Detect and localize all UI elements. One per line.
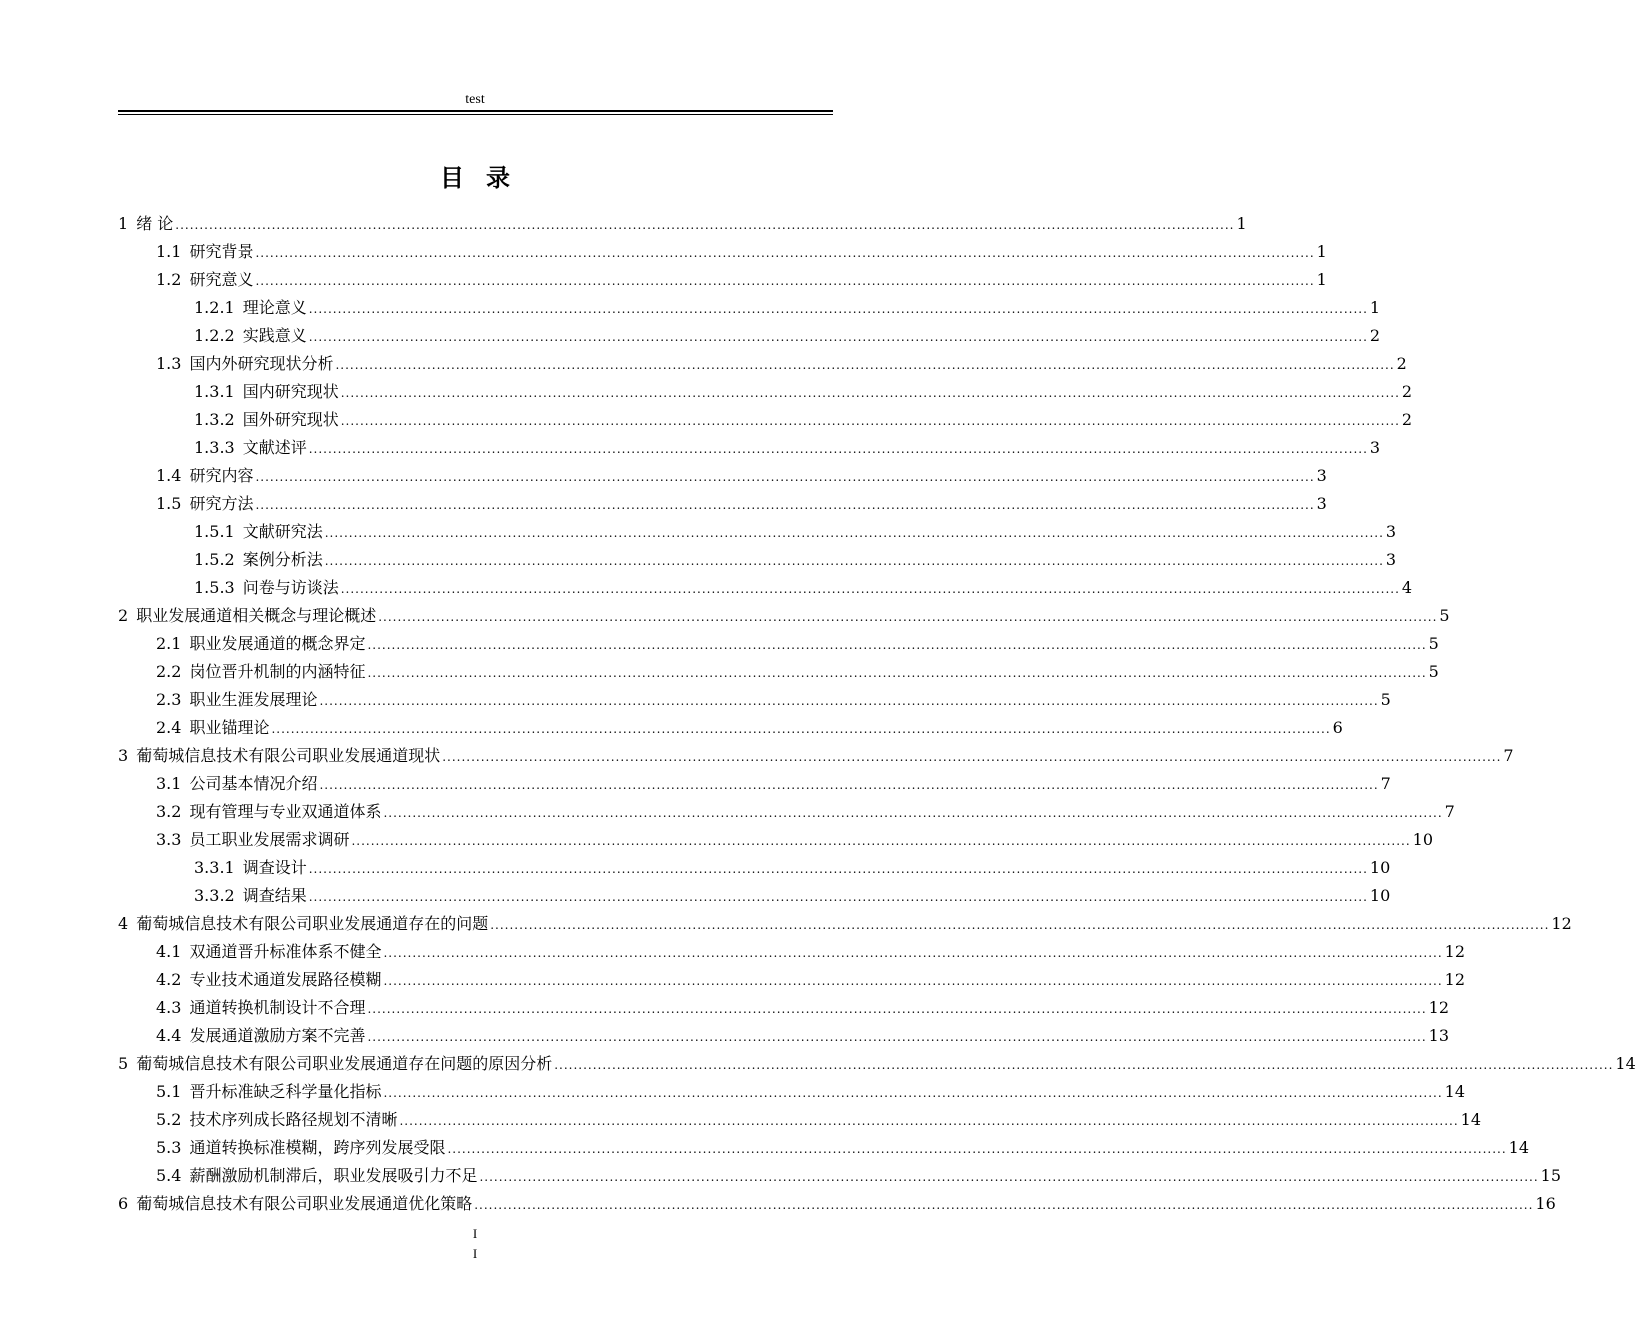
toc-dot-leader: ............................................................................................................................................................................................................................ [324,526,1384,540]
toc-entry-title: 职业生涯发展理论 [189,690,318,709]
toc-entry-title: 国外研究现状 [242,410,339,429]
toc-dot-leader: ............................................................................................................................................................................................................................ [383,1086,1443,1100]
toc-entry[interactable] [118,966,1466,994]
toc-entry-title: 员工职业发展需求调研 [189,830,350,849]
toc-entry-page: 14 [1615,1054,1636,1073]
toc-entry-number: 1.5 [156,494,182,513]
toc-entry-page: 12 [1444,942,1466,961]
table-of-contents [118,210,1636,1218]
toc-entry[interactable] [118,826,1434,854]
toc-entry[interactable] [118,994,1450,1022]
toc-dot-leader: ............................................................................................................................................................................................................................ [271,722,1331,736]
toc-title: 目录 [440,163,532,192]
toc-entry[interactable] [118,210,1247,238]
toc-entry-page: 5 [1428,662,1439,681]
toc-entry-number: 2.3 [156,690,182,709]
toc-entry[interactable] [118,350,1407,378]
toc-entry-label [156,238,253,266]
toc-entry-page: 1 [1316,270,1327,289]
toc-entry-title: 研究方法 [189,494,254,513]
toc-entry-label [194,294,307,322]
toc-dot-leader: ............................................................................................................................................................................................................................ [474,1198,1534,1212]
toc-entry-title: 发展通道激励方案不完善 [189,1026,366,1045]
toc-entry[interactable] [118,294,1381,322]
toc-entry-page: 3 [1385,522,1397,541]
toc-entry-label [156,266,253,294]
toc-dot-leader: ............................................................................................................................................................................................................................ [335,358,1395,372]
toc-entry-title: 技术序列成长路径规划不清晰 [189,1110,398,1129]
toc-entry-page: 13 [1428,1026,1450,1045]
toc-entry-page: 10 [1369,858,1391,877]
toc-entry-number: 5.1 [156,1082,182,1101]
toc-entry[interactable] [118,882,1391,910]
toc-entry-title: 理论意义 [242,298,307,317]
toc-dot-leader: ............................................................................................................................................................................................................................ [308,890,1368,904]
toc-entry[interactable] [118,1106,1482,1134]
toc-entry-page: 3 [1316,466,1327,485]
toc-entry-label [118,602,376,630]
toc-entry-label [156,1078,381,1106]
toc-entry-label [156,714,269,742]
toc-entry[interactable] [118,518,1397,546]
toc-entry-number: 5.3 [156,1138,182,1157]
toc-entry-label [194,518,323,546]
toc-entry-number: 1.2.1 [194,298,235,317]
toc-dot-leader: ............................................................................................................................................................................................................................ [308,862,1368,876]
toc-entry[interactable] [118,854,1391,882]
toc-entry-label [156,1106,397,1134]
toc-entry-page: 16 [1535,1194,1556,1213]
toc-entry-label [118,1190,472,1218]
page-number-secondary: I [472,1246,478,1261]
toc-entry-label [156,798,381,826]
toc-dot-leader: ............................................................................................................................................................................................................................ [383,806,1443,820]
toc-entry-page: 2 [1401,382,1413,401]
toc-entry-number: 5.2 [156,1110,182,1129]
toc-entry-title: 研究意义 [189,270,254,289]
toc-entry-label [156,1022,365,1050]
toc-entry-label [194,322,307,350]
toc-entry-number: 3.3.1 [194,858,235,877]
toc-dot-leader: ............................................................................................................................................................................................................................ [255,274,1315,288]
toc-entry-label [194,546,323,574]
toc-entry-label [156,462,253,490]
toc-entry-page: 2 [1401,410,1413,429]
toc-entry[interactable] [118,1050,1636,1078]
toc-entry-label [156,630,365,658]
toc-entry-label [156,1134,445,1162]
toc-entry-page: 14 [1444,1082,1466,1101]
toc-entry-page: 7 [1444,802,1455,821]
toc-dot-leader: ............................................................................................................................................................................................................................ [479,1170,1539,1184]
toc-dot-leader: ............................................................................................................................................................................................................................ [255,246,1315,260]
toc-entry-title: 实践意义 [242,326,307,345]
toc-entry-title: 通道转换标准模糊，跨序列发展受限 [189,1138,446,1157]
toc-entry-page: 1 [1316,242,1327,261]
toc-dot-leader: ............................................................................................................................................................................................................................ [442,750,1502,764]
toc-entry-title: 调查设计 [242,858,307,877]
toc-entry-label [194,406,339,434]
toc-entry-page: 14 [1460,1110,1482,1129]
toc-entry-number: 1.2 [156,270,182,289]
toc-entry[interactable] [118,322,1381,350]
toc-entry-page: 15 [1540,1166,1562,1185]
toc-dot-leader: ............................................................................................................................................................................................................................ [367,666,1427,680]
toc-entry[interactable] [118,910,1572,938]
toc-entry-page: 3 [1316,494,1327,513]
page-number: I [472,1226,478,1241]
toc-entry[interactable] [118,490,1327,518]
toc-entry-number: 2 [118,606,129,625]
toc-entry-page: 7 [1503,746,1514,765]
toc-entry-title: 葡萄城信息技术有限公司职业发展通道现状 [136,746,441,765]
toc-dot-leader: ............................................................................................................................................................................................................................ [340,386,1400,400]
toc-entry-number: 1.5.1 [194,522,235,541]
toc-entry-number: 4.1 [156,942,182,961]
toc-entry-number: 1.5.3 [194,578,235,597]
toc-entry[interactable] [118,406,1413,434]
toc-entry-title: 双通道晋升标准体系不健全 [189,942,382,961]
toc-entry-number: 1.2.2 [194,326,235,345]
toc-entry-title: 职业锚理论 [189,718,270,737]
toc-entry-number: 1.3.1 [194,382,235,401]
toc-entry-number: 4 [118,914,129,933]
toc-entry-number: 3 [118,746,129,765]
toc-entry-label [194,882,307,910]
toc-entry-label [156,686,317,714]
toc-entry-title: 晋升标准缺乏科学量化指标 [189,1082,382,1101]
toc-entry-label [194,378,339,406]
toc-entry-page: 10 [1369,886,1391,905]
toc-entry-number: 1.3.2 [194,410,235,429]
toc-dot-leader: ............................................................................................................................................................................................................................ [308,442,1368,456]
toc-entry-number: 3.3 [156,830,182,849]
toc-entry[interactable] [118,238,1327,266]
toc-entry-number: 4.3 [156,998,182,1017]
toc-entry-title: 国内研究现状 [242,382,339,401]
toc-entry-number: 1.3 [156,354,182,373]
toc-entry-number: 5.4 [156,1166,182,1185]
toc-entry-title: 国内外研究现状分析 [189,354,334,373]
toc-entry-number: 3.1 [156,774,182,793]
toc-entry-title: 调查结果 [242,886,307,905]
page-header: test [465,92,485,107]
header-divider [118,110,833,115]
toc-entry-label [156,994,365,1022]
toc-entry-page: 6 [1332,718,1343,737]
toc-entry-page: 12 [1444,970,1466,989]
toc-entry-number: 2.1 [156,634,182,653]
toc-entry[interactable] [118,602,1450,630]
toc-entry[interactable] [118,1134,1530,1162]
toc-entry[interactable] [118,1190,1556,1218]
toc-entry-label [156,350,333,378]
toc-entry[interactable] [118,658,1439,686]
toc-dot-leader: ............................................................................................................................................................................................................................ [447,1142,1507,1156]
toc-dot-leader: ............................................................................................................................................................................................................................ [399,1114,1459,1128]
toc-entry[interactable] [118,798,1455,826]
toc-entry-page: 4 [1401,578,1413,597]
toc-entry[interactable] [118,938,1466,966]
toc-dot-leader: ............................................................................................................................................................................................................................ [351,834,1411,848]
toc-entry-title: 研究内容 [189,466,254,485]
toc-entry[interactable] [118,1078,1466,1106]
toc-entry[interactable] [118,574,1413,602]
toc-entry-page: 12 [1551,914,1572,933]
toc-dot-leader: ............................................................................................................................................................................................................................ [367,1002,1427,1016]
toc-entry-label [156,658,365,686]
toc-dot-leader: ............................................................................................................................................................................................................................ [175,218,1235,232]
toc-dot-leader: ............................................................................................................................................................................................................................ [255,470,1315,484]
toc-entry[interactable] [118,266,1327,294]
toc-entry-title: 绪 论 [136,214,174,233]
toc-entry-page: 1 [1236,214,1247,233]
toc-entry[interactable] [118,686,1391,714]
toc-entry-label [156,490,253,518]
toc-entry-page: 1 [1369,298,1381,317]
toc-entry-page: 5 [1428,634,1439,653]
toc-entry-number: 3.2 [156,802,182,821]
toc-entry-title: 现有管理与专业双通道体系 [189,802,382,821]
toc-entry-label [156,966,381,994]
toc-entry-title: 薪酬激励机制滞后，职业发展吸引力不足 [189,1166,478,1185]
toc-entry-label [194,434,307,462]
toc-entry[interactable] [118,630,1439,658]
toc-entry-title: 文献研究法 [242,522,323,541]
toc-entry-label [118,910,488,938]
toc-entry-title: 研究背景 [189,242,254,261]
toc-entry-label [118,742,440,770]
toc-entry[interactable] [118,1022,1450,1050]
toc-entry-number: 1.1 [156,242,182,261]
toc-entry-number: 5 [118,1054,129,1073]
toc-dot-leader: ............................................................................................................................................................................................................................ [490,918,1550,932]
toc-entry-number: 4.4 [156,1026,182,1045]
toc-entry-title: 葡萄城信息技术有限公司职业发展通道存在的问题 [136,914,489,933]
toc-entry-title: 职业发展通道的概念界定 [189,634,366,653]
toc-dot-leader: ............................................................................................................................................................................................................................ [378,610,1438,624]
toc-entry-page: 2 [1396,354,1407,373]
toc-dot-leader: ............................................................................................................................................................................................................................ [554,1058,1614,1072]
toc-entry-number: 1.4 [156,466,182,485]
toc-dot-leader: ............................................................................................................................................................................................................................ [255,498,1315,512]
toc-entry[interactable] [118,770,1391,798]
toc-entry-title: 通道转换机制设计不合理 [189,998,366,1017]
toc-entry-title: 问卷与访谈法 [242,578,339,597]
toc-entry-label [118,1050,552,1078]
toc-entry[interactable] [118,1162,1562,1190]
toc-entry-label [118,210,173,238]
toc-entry-label [156,770,317,798]
toc-entry-page: 5 [1439,606,1450,625]
toc-entry-label [194,574,339,602]
toc-dot-leader: ............................................................................................................................................................................................................................ [340,582,1400,596]
toc-dot-leader: ............................................................................................................................................................................................................................ [308,302,1368,316]
toc-entry-number: 2.2 [156,662,182,681]
toc-entry-title: 职业发展通道相关概念与理论概述 [136,606,377,625]
toc-entry-number: 3.3.2 [194,886,235,905]
toc-entry-number: 4.2 [156,970,182,989]
toc-entry-number: 6 [118,1194,129,1213]
toc-entry-page: 2 [1369,326,1381,345]
toc-entry-title: 岗位晋升机制的内涵特征 [189,662,366,681]
toc-entry-page: 3 [1369,438,1381,457]
toc-entry-label [156,938,381,966]
toc-entry-page: 14 [1508,1138,1530,1157]
toc-entry-title: 文献述评 [242,438,307,457]
toc-dot-leader: ............................................................................................................................................................................................................................ [319,778,1379,792]
toc-entry[interactable] [118,434,1381,462]
toc-entry[interactable] [118,462,1327,490]
toc-dot-leader: ............................................................................................................................................................................................................................ [367,1030,1427,1044]
toc-entry-number: 1.5.2 [194,550,235,569]
toc-entry-number: 1.3.3 [194,438,235,457]
toc-entry-page: 5 [1380,690,1391,709]
toc-entry[interactable] [118,714,1343,742]
toc-entry[interactable] [118,742,1514,770]
toc-entry-title: 专业技术通道发展路径模糊 [189,970,382,989]
toc-dot-leader: ............................................................................................................................................................................................................................ [383,974,1443,988]
toc-entry[interactable] [118,546,1397,574]
toc-dot-leader: ............................................................................................................................................................................................................................ [367,638,1427,652]
toc-entry-title: 葡萄城信息技术有限公司职业发展通道优化策略 [136,1194,473,1213]
toc-entry[interactable] [118,378,1413,406]
toc-dot-leader: ............................................................................................................................................................................................................................ [324,554,1384,568]
toc-entry-page: 10 [1412,830,1434,849]
toc-dot-leader: ............................................................................................................................................................................................................................ [383,946,1443,960]
toc-entry-number: 1 [118,214,129,233]
toc-entry-label [156,826,349,854]
toc-dot-leader: ............................................................................................................................................................................................................................ [308,330,1368,344]
toc-entry-title: 公司基本情况介绍 [189,774,318,793]
toc-entry-label [194,854,307,882]
toc-entry-page: 12 [1428,998,1450,1017]
toc-entry-page: 3 [1385,550,1397,569]
toc-entry-title: 葡萄城信息技术有限公司职业发展通道存在问题的原因分析 [136,1054,553,1073]
toc-entry-label [156,1162,477,1190]
toc-dot-leader: ............................................................................................................................................................................................................................ [319,694,1379,708]
toc-entry-number: 2.4 [156,718,182,737]
toc-entry-page: 7 [1380,774,1391,793]
toc-dot-leader: ............................................................................................................................................................................................................................ [340,414,1400,428]
toc-entry-title: 案例分析法 [242,550,323,569]
